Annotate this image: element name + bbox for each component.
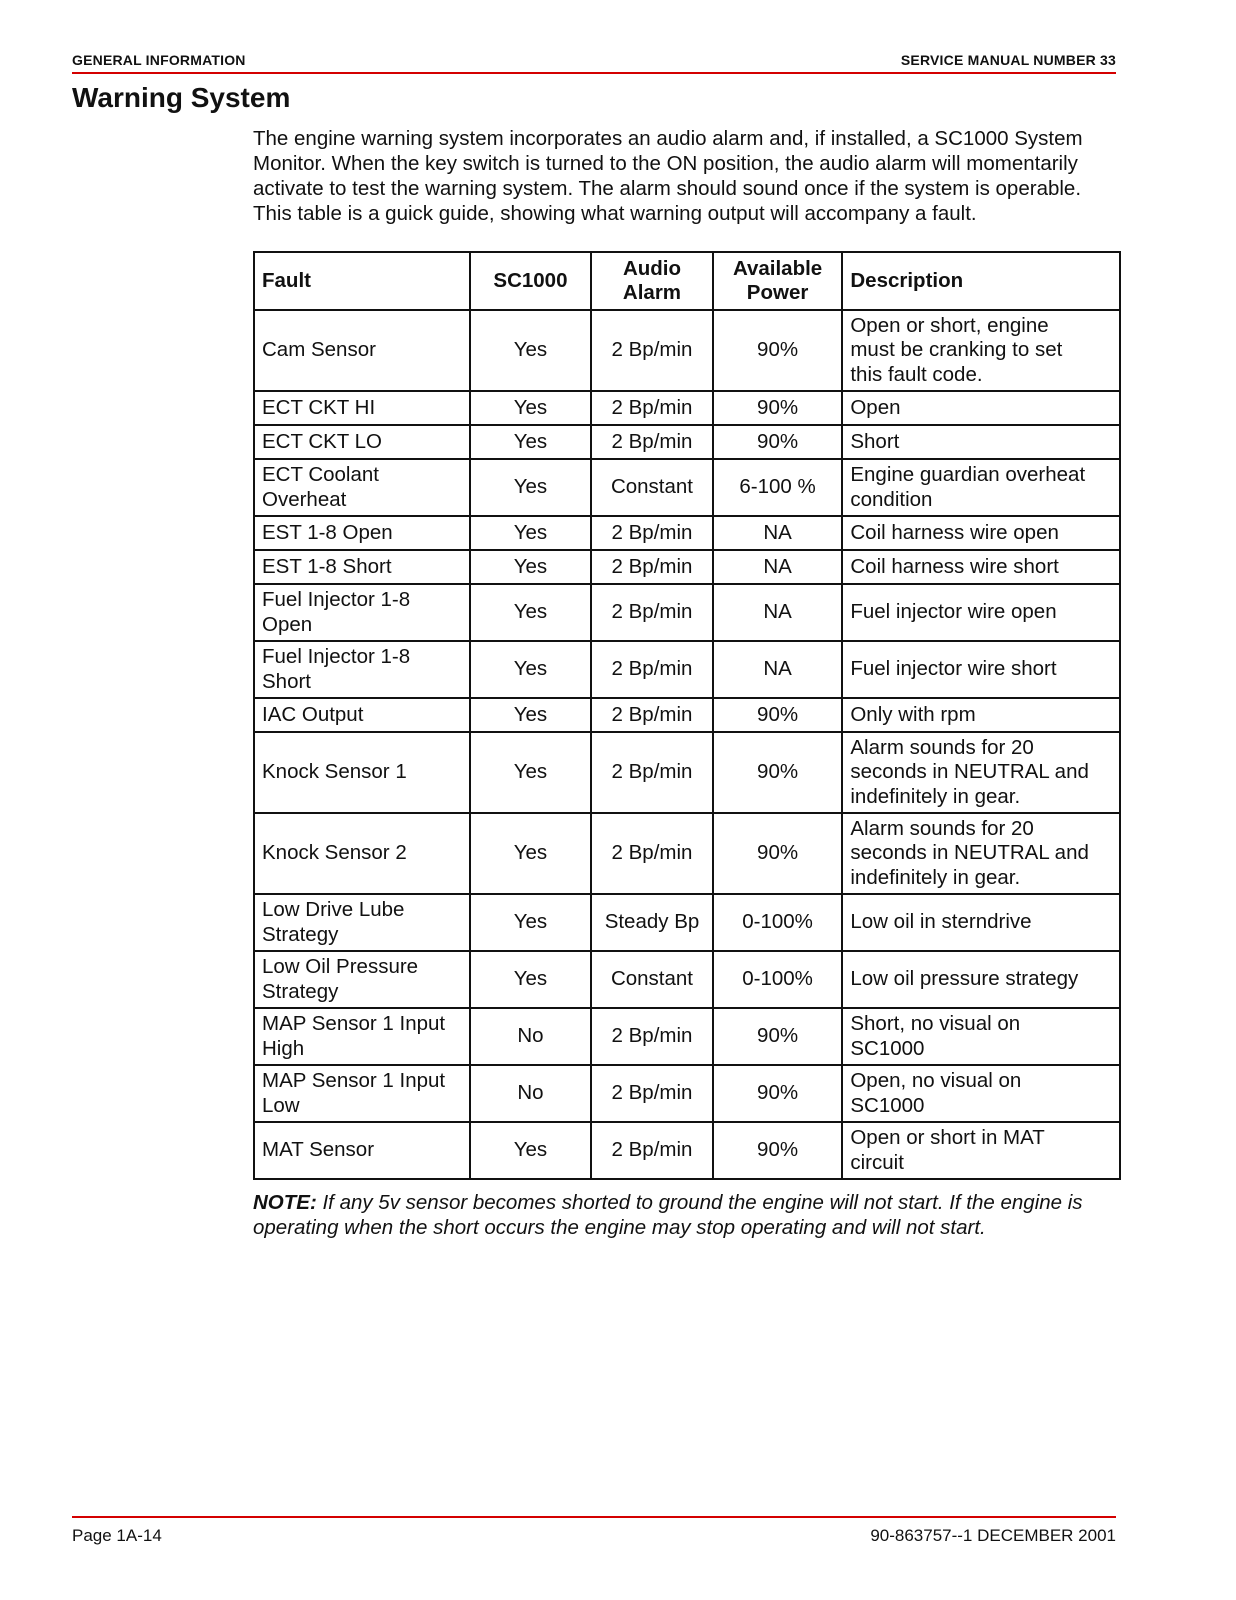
fault-cell-line: Low: [262, 1093, 300, 1117]
available-power-cell: 90%: [713, 732, 843, 813]
table-row: [254, 459, 1120, 516]
fault-cell: [254, 516, 470, 550]
note-paragraph: [253, 1190, 1123, 1240]
table-row: [254, 951, 1120, 1008]
fault-cell: [254, 894, 470, 951]
audio-alarm-cell: 2 Bp/min: [591, 1122, 713, 1179]
description-cell-line: SC1000: [850, 1093, 925, 1117]
fault-cell: [254, 310, 470, 391]
col-header-description: Description: [842, 252, 1120, 310]
fault-cell: [254, 1122, 470, 1179]
description-cell-line: Alarm sounds for 20: [850, 816, 1034, 840]
description-cell: [842, 425, 1120, 459]
col-header-available-power: [713, 252, 843, 310]
fault-cell-line: Low Oil Pressure: [262, 955, 419, 978]
table-row: [254, 425, 1120, 459]
description-cell: [842, 641, 1120, 698]
table-row: [254, 550, 1120, 584]
description-cell: [842, 698, 1120, 732]
available-power-cell: 0-100%: [713, 951, 843, 1008]
fault-cell-line: Cam Sensor: [262, 338, 376, 362]
description-cell-line: circuit: [850, 1150, 904, 1174]
description-cell-line: must be cranking to set: [850, 338, 1063, 362]
note-label: NOTE:: [253, 1191, 317, 1214]
fault-cell-line: Open: [262, 612, 313, 636]
description-cell: [842, 1008, 1120, 1065]
sc1000-cell: Yes: [470, 459, 591, 516]
sc1000-cell: No: [470, 1065, 591, 1122]
description-cell: [842, 391, 1120, 425]
fault-cell: [254, 1065, 470, 1122]
col-header-sc1000: SC1000: [470, 252, 591, 310]
description-cell-line: Short: [850, 429, 900, 453]
warning-fault-table: [253, 251, 1121, 1180]
description-cell: [842, 894, 1120, 951]
available-power-cell: NA: [713, 641, 843, 698]
table-row: [254, 641, 1120, 698]
description-cell-line: Low oil pressure strategy: [850, 967, 1079, 991]
description-cell: [842, 813, 1120, 894]
col-header-audio-alarm: [591, 252, 713, 310]
sc1000-cell: Yes: [470, 391, 591, 425]
description-cell: [842, 732, 1120, 813]
table-row: [254, 584, 1120, 641]
description-cell: [842, 516, 1120, 550]
fault-cell-line: ECT CKT LO: [262, 429, 382, 453]
sc1000-cell: Yes: [470, 425, 591, 459]
description-cell-line: Engine guardian overheat: [850, 463, 1086, 486]
header-section-label: GENERAL INFORMATION: [72, 52, 246, 68]
audio-alarm-cell: Constant: [591, 951, 713, 1008]
sc1000-cell: No: [470, 1008, 591, 1065]
fault-cell: [254, 550, 470, 584]
sc1000-cell: Yes: [470, 813, 591, 894]
description-cell-line: Open: [850, 395, 901, 419]
fault-cell: [254, 391, 470, 425]
fault-cell: [254, 459, 470, 516]
available-power-cell: 90%: [713, 1122, 843, 1179]
fault-cell-line: IAC Output: [262, 702, 364, 726]
fault-cell: [254, 1008, 470, 1065]
audio-alarm-cell: 2 Bp/min: [591, 732, 713, 813]
description-cell: [842, 584, 1120, 641]
fault-cell-line: Low Drive Lube: [262, 898, 405, 921]
sc1000-cell: Yes: [470, 584, 591, 641]
fault-cell: [254, 425, 470, 459]
table-row: [254, 1122, 1120, 1179]
intro-paragraph: The engine warning system incorporates an audio alarm and, if installed, a SC1000 System Monitor. When the key switch is turned to the ON position, the audio alarm will momentarily activate to test the warning system. The alarm should sound once if the system is operable. This table is a guick guide, showing what warning output will accompany a fault.: [253, 127, 1083, 225]
fault-cell-line: EST 1-8 Open: [262, 520, 393, 544]
fault-cell: [254, 732, 470, 813]
description-cell: [842, 550, 1120, 584]
page-title: Warning System: [72, 82, 291, 113]
fault-cell-line: High: [262, 1036, 305, 1060]
description-cell-line: Alarm sounds for 20: [850, 735, 1034, 759]
col-header-power-line: Power: [746, 281, 809, 304]
table-row: [254, 310, 1120, 391]
fault-cell-line: MAP Sensor 1 Input: [262, 1069, 446, 1092]
note-text: If any 5v sensor becomes shorted to ground the engine will not start. If the engine is operating when the short occurs the engine may stop operating and will not start.: [253, 1191, 1083, 1239]
description-cell: [842, 459, 1120, 516]
audio-alarm-cell: 2 Bp/min: [591, 698, 713, 732]
fault-cell-line: EST 1-8 Short: [262, 554, 392, 578]
audio-alarm-cell: 2 Bp/min: [591, 516, 713, 550]
description-cell-line: Fuel injector wire open: [850, 600, 1057, 624]
fault-cell-line: Fuel Injector 1-8: [262, 645, 411, 668]
audio-alarm-cell: 2 Bp/min: [591, 641, 713, 698]
audio-alarm-cell: 2 Bp/min: [591, 425, 713, 459]
audio-alarm-cell: 2 Bp/min: [591, 1065, 713, 1122]
available-power-cell: NA: [713, 584, 843, 641]
available-power-cell: 90%: [713, 813, 843, 894]
fault-cell: [254, 951, 470, 1008]
table-row: [254, 1065, 1120, 1122]
fault-cell-line: Short: [262, 669, 311, 693]
fault-cell-line: Strategy: [262, 922, 339, 946]
page-number: Page 1A-14: [72, 1526, 162, 1545]
audio-alarm-cell: 2 Bp/min: [591, 1008, 713, 1065]
description-cell: [842, 1122, 1120, 1179]
col-header-audio-line: Alarm: [622, 281, 682, 304]
table-row: [254, 516, 1120, 550]
available-power-cell: 90%: [713, 1065, 843, 1122]
available-power-cell: 90%: [713, 425, 843, 459]
description-cell-line: this fault code.: [850, 362, 983, 386]
available-power-cell: 6-100 %: [713, 459, 843, 516]
description-cell-line: Coil harness wire short: [850, 554, 1059, 578]
fault-cell: [254, 698, 470, 732]
fault-cell-line: ECT Coolant: [262, 463, 379, 486]
description-cell: [842, 951, 1120, 1008]
footer-divider: [72, 1516, 1116, 1518]
description-cell-line: condition: [850, 487, 933, 511]
description-cell-line: seconds in NEUTRAL and: [850, 841, 1089, 865]
table-header-row: [254, 252, 1120, 310]
description-cell-line: SC1000: [850, 1036, 925, 1060]
description-cell-line: Low oil in sterndrive: [850, 910, 1032, 934]
sc1000-cell: Yes: [470, 894, 591, 951]
sc1000-cell: Yes: [470, 310, 591, 391]
description-cell-line: Fuel injector wire short: [850, 657, 1057, 681]
available-power-cell: 90%: [713, 391, 843, 425]
table-row: [254, 894, 1120, 951]
description-cell-line: seconds in NEUTRAL and: [850, 760, 1089, 784]
available-power-cell: 90%: [713, 1008, 843, 1065]
document-number-date: 90-863757--1 DECEMBER 2001: [870, 1526, 1116, 1545]
table-row: [254, 698, 1120, 732]
available-power-cell: NA: [713, 516, 843, 550]
description-cell-line: Open, no visual on: [850, 1069, 1022, 1092]
col-header-audio-line: Audio: [622, 256, 682, 280]
audio-alarm-cell: Steady Bp: [591, 894, 713, 951]
audio-alarm-cell: Constant: [591, 459, 713, 516]
description-cell-line: indefinitely in gear.: [850, 784, 1021, 808]
sc1000-cell: Yes: [470, 516, 591, 550]
table-row: [254, 813, 1120, 894]
audio-alarm-cell: 2 Bp/min: [591, 813, 713, 894]
fault-cell-line: MAP Sensor 1 Input: [262, 1012, 446, 1035]
sc1000-cell: Yes: [470, 550, 591, 584]
fault-cell-line: Overheat: [262, 487, 347, 511]
description-cell-line: Open or short in MAT: [850, 1126, 1045, 1149]
available-power-cell: 90%: [713, 698, 843, 732]
col-header-power-line: Available: [732, 256, 823, 280]
audio-alarm-cell: 2 Bp/min: [591, 391, 713, 425]
description-cell: [842, 1065, 1120, 1122]
fault-cell-line: ECT CKT HI: [262, 395, 376, 419]
audio-alarm-cell: 2 Bp/min: [591, 310, 713, 391]
audio-alarm-cell: 2 Bp/min: [591, 550, 713, 584]
table-row: [254, 732, 1120, 813]
fault-cell-line: Knock Sensor 1: [262, 760, 407, 784]
table-row: [254, 391, 1120, 425]
available-power-cell: NA: [713, 550, 843, 584]
page-header: [72, 52, 1116, 72]
sc1000-cell: Yes: [470, 1122, 591, 1179]
description-cell: [842, 310, 1120, 391]
fault-cell: [254, 641, 470, 698]
description-cell-line: Coil harness wire open: [850, 520, 1059, 544]
fault-cell-line: Strategy: [262, 979, 339, 1003]
fault-cell-line: Fuel Injector 1-8: [262, 588, 411, 611]
sc1000-cell: Yes: [470, 698, 591, 732]
fault-cell: [254, 813, 470, 894]
description-cell-line: indefinitely in gear.: [850, 865, 1021, 889]
available-power-cell: 90%: [713, 310, 843, 391]
sc1000-cell: Yes: [470, 641, 591, 698]
description-cell-line: Short, no visual on: [850, 1012, 1021, 1035]
fault-cell-line: Knock Sensor 2: [262, 841, 407, 865]
available-power-cell: 0-100%: [713, 894, 843, 951]
header-manual-number: SERVICE MANUAL NUMBER 33: [900, 52, 1116, 68]
fault-cell-line: MAT Sensor: [262, 1138, 375, 1162]
header-divider: [72, 72, 1116, 74]
description-cell-line: Only with rpm: [850, 702, 976, 726]
description-cell-line: Open or short, engine: [850, 313, 1049, 337]
col-header-fault: Fault: [254, 252, 470, 310]
fault-cell: [254, 584, 470, 641]
sc1000-cell: Yes: [470, 951, 591, 1008]
sc1000-cell: Yes: [470, 732, 591, 813]
table-row: [254, 1008, 1120, 1065]
audio-alarm-cell: 2 Bp/min: [591, 584, 713, 641]
table-body: [254, 310, 1120, 1179]
